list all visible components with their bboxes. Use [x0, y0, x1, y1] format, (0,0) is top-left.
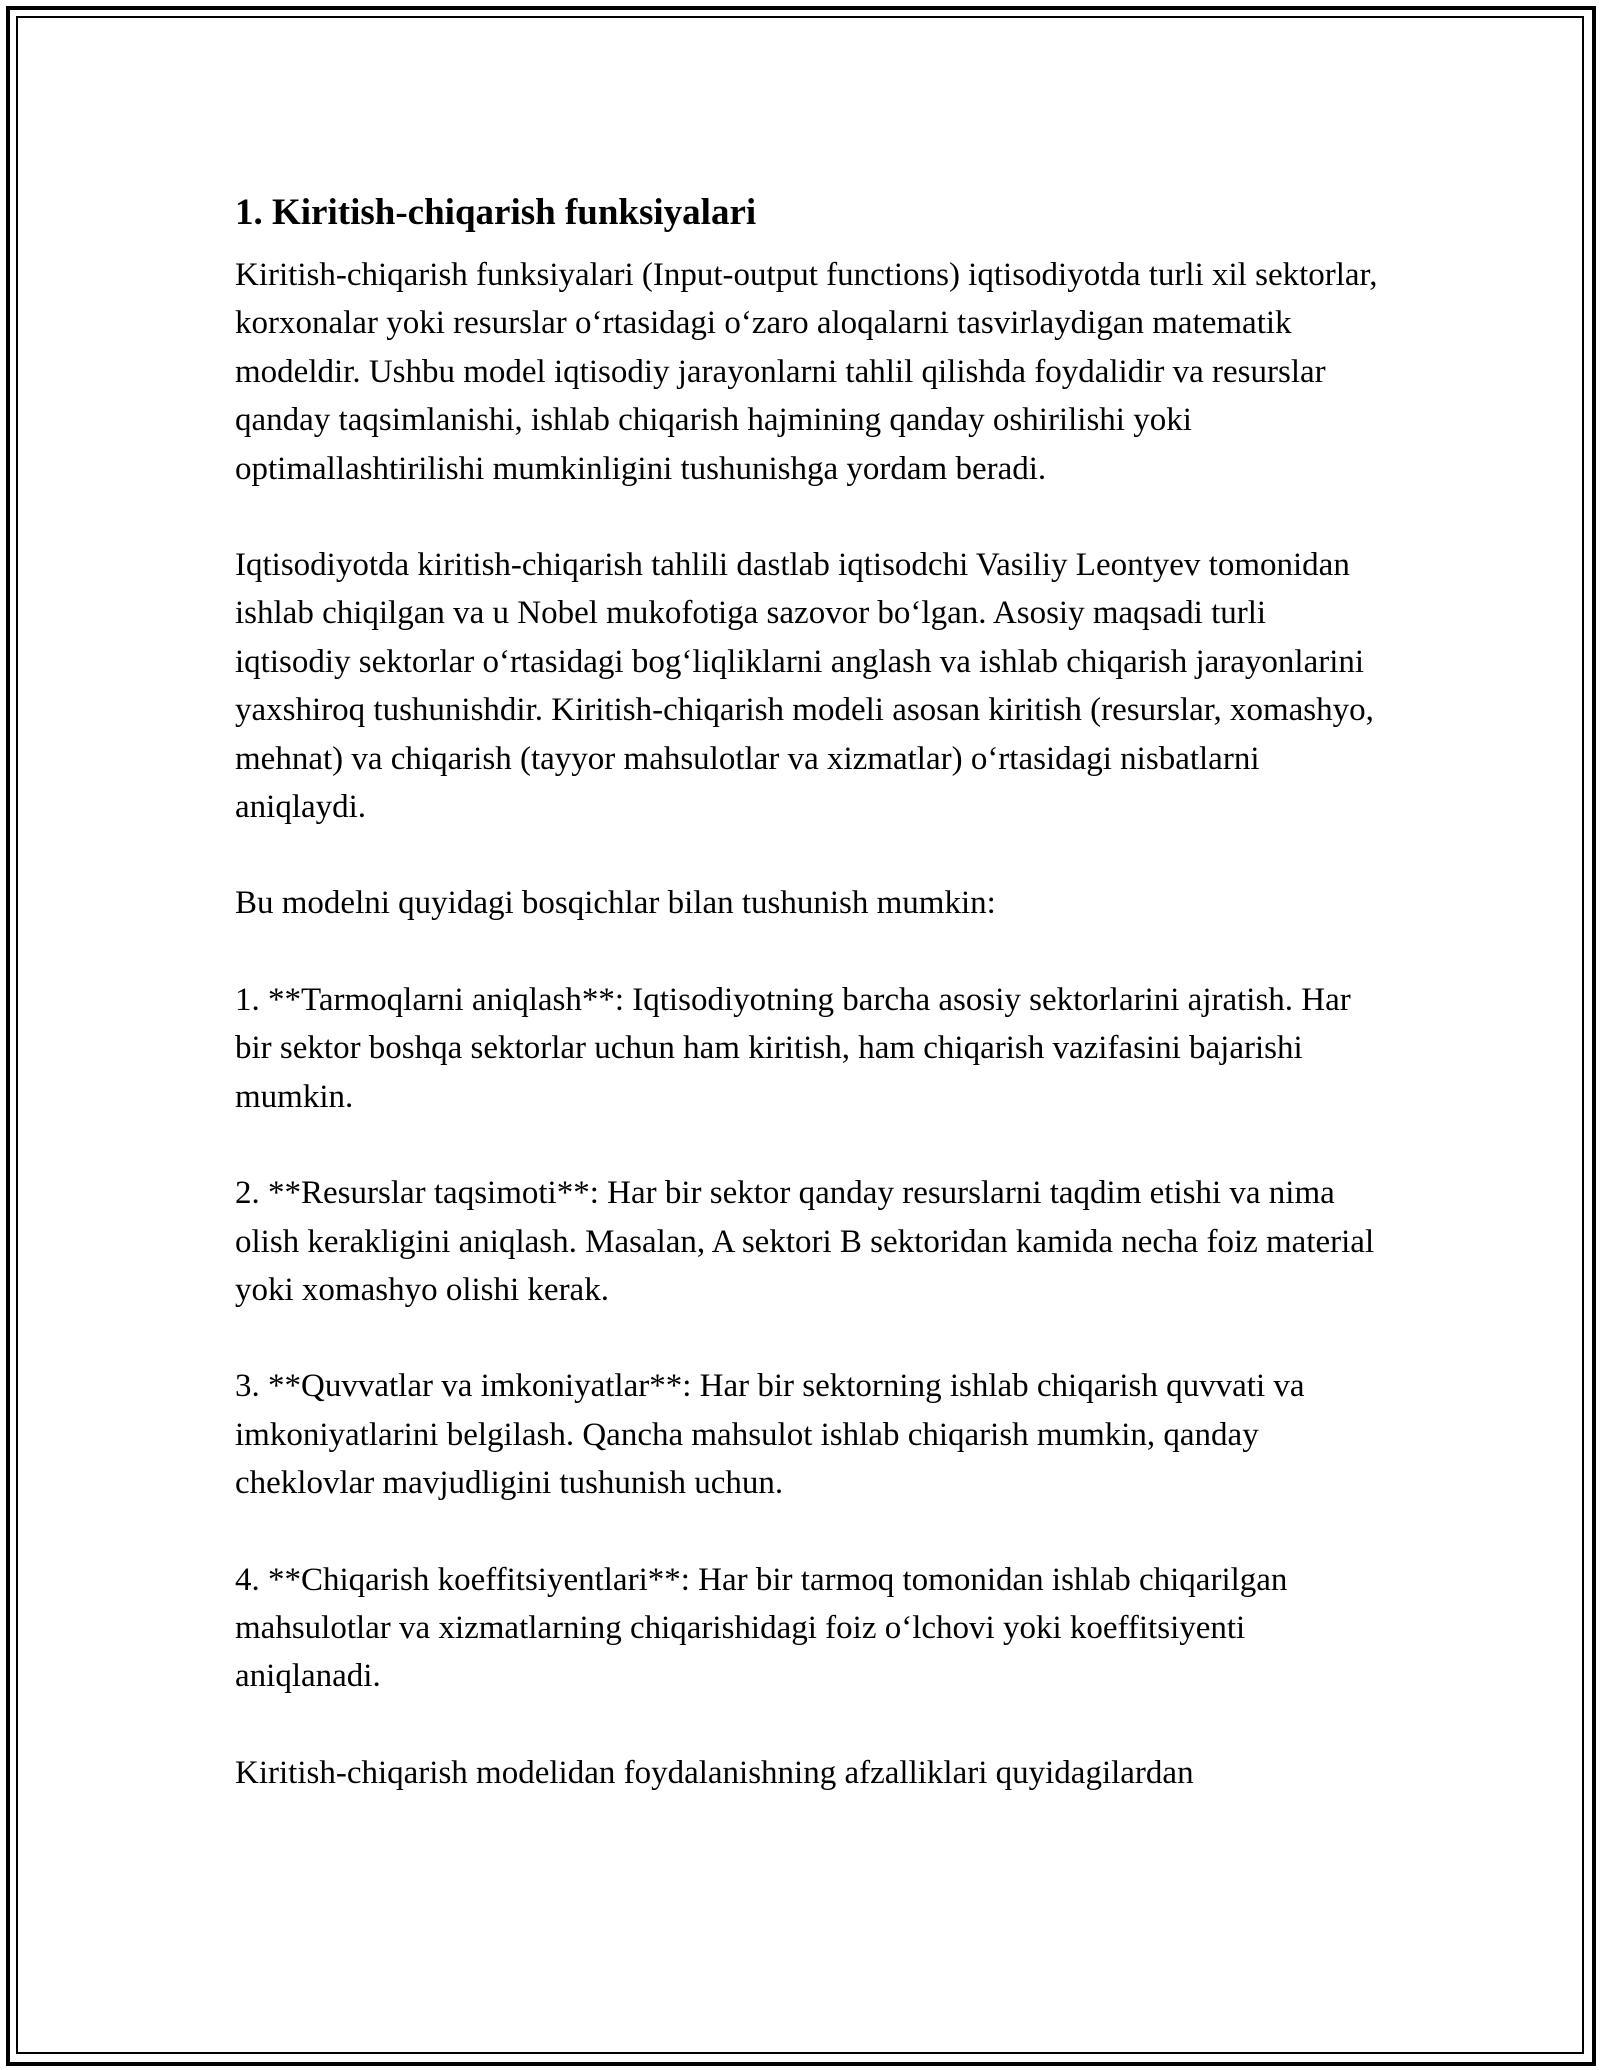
- paragraph-history: Iqtisodiyotda kiritish-chiqarish tahlili dastlab iqtisodchi Vasiliy Leontyev tomonidan ishlab chiqilgan va u Nobel mukofotiga sazovor bo‘lgan. Asosiy maqsadi turli iqtisodiy sektorlar o‘rtasidagi bog‘liqliklarni anglash va ishlab chiqarish jarayonlarini yaxshiroq tushunishdir. Kiritish-chiqarish modeli asosan kiritish (resurslar, xomashyo, mehnat) va chiqarish (tayyor mahsulotlar va xizmatlar) o‘rtasidagi nisbatlarni aniqlaydi.: [235, 547, 1374, 826]
- paragraph-steps-intro: Bu modelni quyidagi bosqichlar bilan tushunish mumkin:: [235, 885, 996, 922]
- list-item-step-1: 1. **Tarmoqlarni aniqlash**: Iqtisodiyotning barcha asosiy sektorlarini ajratish. Har bir sektor boshqa sektorlar uchun ham kiritish, ham chiqarish vazifasini bajarishi mumkin.: [235, 981, 1351, 1115]
- list-item-step-3: 3. **Quvvatlar va imkoniyatlar**: Har bir sektorning ishlab chiqarish quvvati va imkoniyatlarini belgilash. Qancha mahsulot ishlab chiqarish mumkin, qanday cheklovlar mavjudligini tushunish uchun.: [235, 1368, 1305, 1502]
- paragraph-advantages: Kiritish-chiqarish modelidan foydalanishning afzalliklari quyidagilardan: [235, 1754, 1194, 1791]
- section-heading: 1. Kiritish-chiqarish funksiyalari: [235, 192, 757, 233]
- list-item-step-2: 2. **Resurslar taqsimoti**: Har bir sektor qanday resurslarni taqdim etishi va nima olish kerakligini aniqlash. Masalan, A sektori B sektoridan kamida necha foiz material yoki xomashyo olishi kerak.: [235, 1175, 1375, 1308]
- list-item-step-4: 4. **Chiqarish koeffitsiyentlari**: Har bir tarmoq tomonidan ishlab chiqarilgan mahsulotlar va xizmatlarning chiqarishidagi foiz o‘lchovi yoki koeffitsiyenti aniqlanadi.: [235, 1561, 1288, 1695]
- document-body: [235, 185, 1385, 1797]
- paragraph-intro: Kiritish-chiqarish funksiyalari (Input-output functions) iqtisodiyotda turli xil sektorlar, korxonalar yoki resurslar o‘rtasidagi o‘zaro aloqalarni tasvirlaydigan matematik modeldir. Ushbu model iqtisodiy jarayonlarni tahlil qilishda foydalidir va resurslar qanday taqsimlanishi, ishlab chiqarish hajmining qanday oshirilishi yoki optimallashtirilishi mumkinligini tushunishga yordam beradi.: [235, 257, 1378, 487]
